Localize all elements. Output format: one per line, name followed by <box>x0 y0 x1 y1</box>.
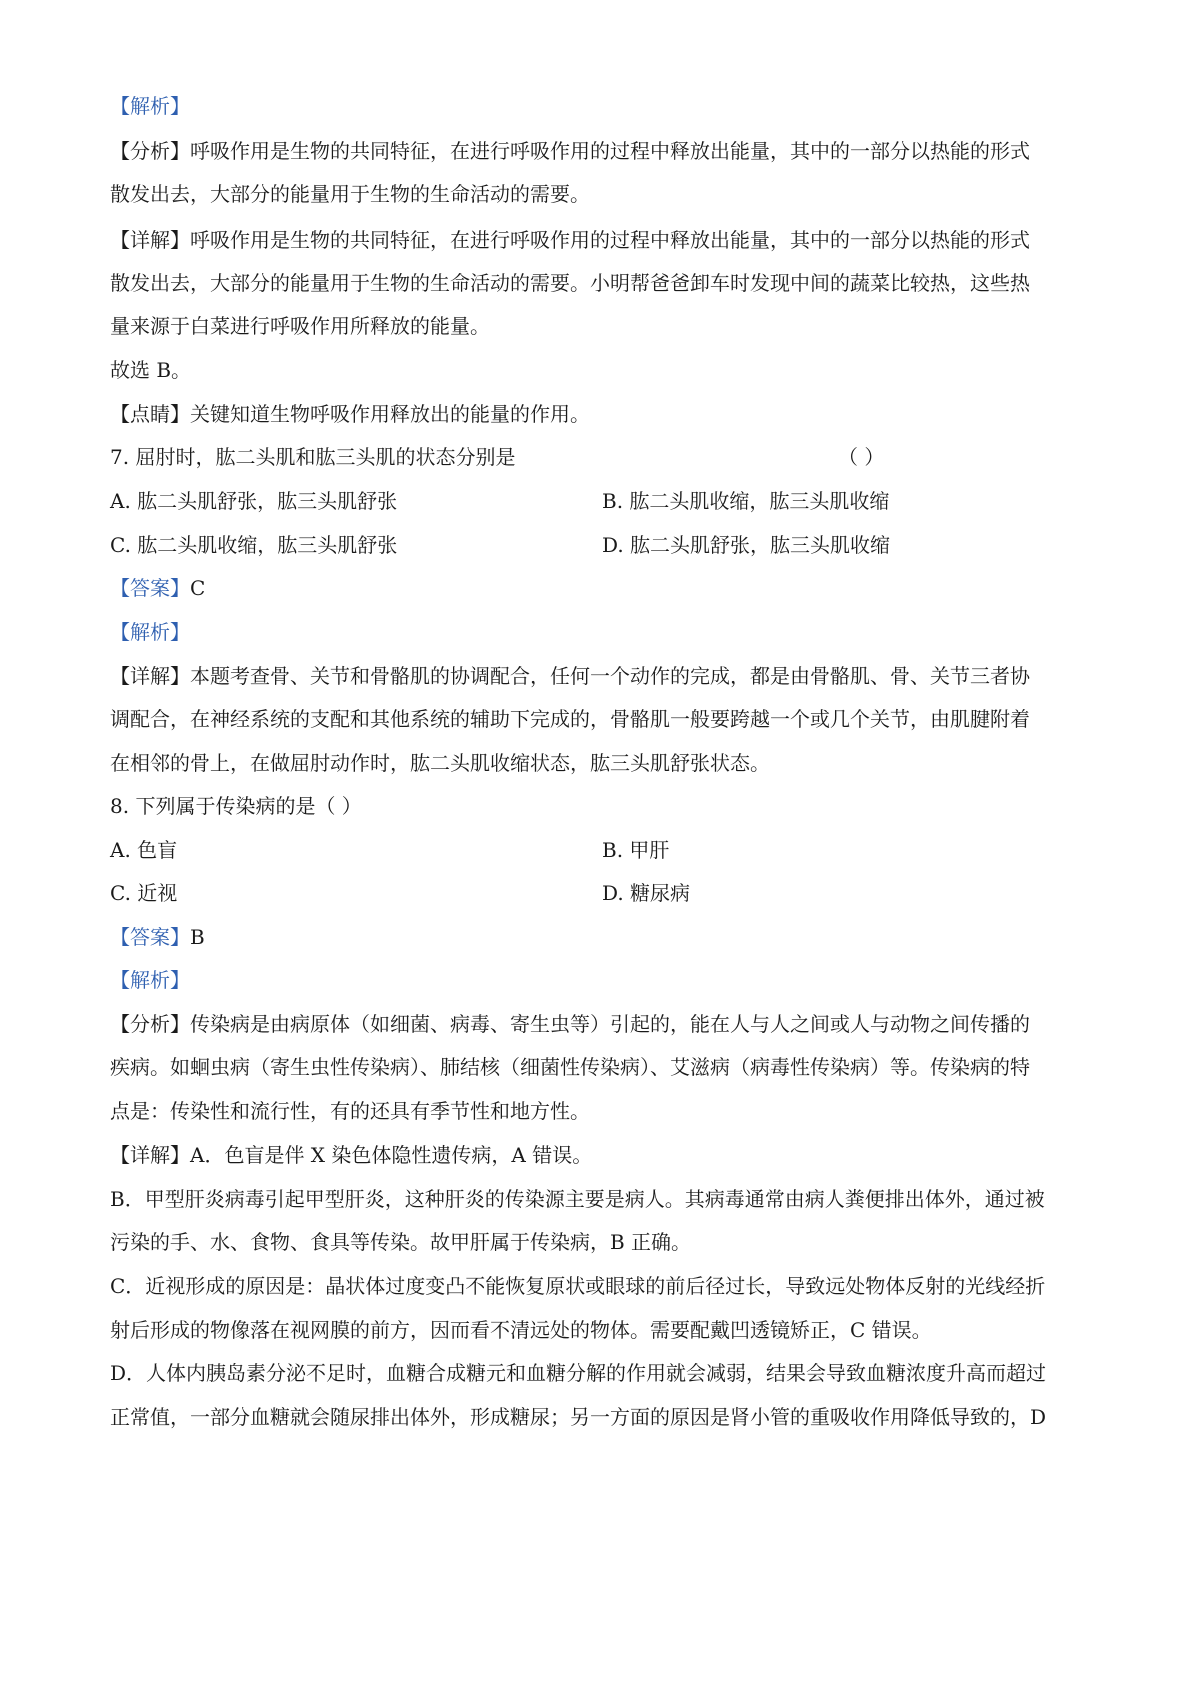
q7-xiangjie-line-1: 【详解】本题考查骨、关节和骨骼肌的协调配合，任何一个动作的完成，都是由骨骼肌、骨、关节三者协 <box>110 664 1030 688</box>
q7-stem: 7. 屈肘时，肱二头肌和肱三头肌的状态分别是 <box>110 445 516 469</box>
q8-option-d-explain-1: D．人体内胰岛素分泌不足时，血糖合成糖元和血糖分解的作用就会减弱，结果会导致血糖浓度升高而超过 <box>110 1361 1047 1385</box>
q8-xiangjie-a: 【详解】A．色盲是伴 X 染色体隐性遗传病，A 错误。 <box>110 1143 593 1167</box>
q7-jiexi-heading: 【解析】 <box>110 620 190 644</box>
q8-option-c-explain-1: C．近视形成的原因是：晶状体过度变凸不能恢复原状或眼球的前后径过长，导致远处物体反射的光线经折 <box>110 1274 1046 1298</box>
q8-option-b: B. 甲肝 <box>602 838 670 862</box>
q8-option-d-explain-2: 正常值，一部分血糖就会随尿排出体外，形成糖尿；另一方面的原因是肾小管的重吸收作用降低导致的，D <box>110 1405 1047 1429</box>
q6-conclusion: 故选 B。 <box>110 358 192 382</box>
q8-fenxi-line-2: 疾病。如蛔虫病（寄生虫性传染病）、肺结核（细菌性传染病）、艾滋病（病毒性传染病）等。传染病的特 <box>110 1055 1030 1079</box>
q8-answer-label: 【答案】 <box>110 925 190 949</box>
q6-dianjing: 【点睛】关键知道生物呼吸作用释放出的能量的作用。 <box>110 402 590 426</box>
q8-answer <box>110 923 1100 951</box>
q7-xiangjie-line-3: 在相邻的骨上，在做屈肘动作时，肱二头肌收缩状态，肱三头肌舒张状态。 <box>110 751 770 775</box>
q6-fenxi-line-2: 散发出去，大部分的能量用于生物的生命活动的需要。 <box>110 182 590 206</box>
q7-answer-label: 【答案】 <box>110 576 190 600</box>
q7-xiangjie-line-2: 调配合，在神经系统的支配和其他系统的辅助下完成的，骨骼肌一般要跨越一个或几个关节，由肌腱附着 <box>110 707 1030 731</box>
q8-option-a: A. 色盲 <box>110 838 178 862</box>
q8-fenxi-line-3: 点是：传染性和流行性，有的还具有季节性和地方性。 <box>110 1099 590 1123</box>
q6-xiangjie-line-2: 散发出去，大部分的能量用于生物的生命活动的需要。小明帮爸爸卸车时发现中间的蔬菜比较热，这些热 <box>110 271 1030 295</box>
q6-fenxi-line-1: 【分析】呼吸作用是生物的共同特征，在进行呼吸作用的过程中释放出能量，其中的一部分以热能的形式 <box>110 139 1030 163</box>
q6-xiangjie-line-1: 【详解】呼吸作用是生物的共同特征，在进行呼吸作用的过程中释放出能量，其中的一部分以热能的形式 <box>110 228 1030 252</box>
q6-xiangjie-line-3: 量来源于白菜进行呼吸作用所释放的能量。 <box>110 314 490 338</box>
q7-answer-value: C <box>190 576 206 600</box>
q8-option-c: C. 近视 <box>110 881 178 905</box>
q7-option-a: A. 肱二头肌舒张，肱三头肌舒张 <box>110 489 398 513</box>
q8-option-b-explain-2: 污染的手、水、食物、食具等传染。故甲肝属于传染病，B 正确。 <box>110 1230 692 1254</box>
q8-option-d: D. 糖尿病 <box>602 881 691 905</box>
q7-option-c: C. 肱二头肌收缩，肱三头肌舒张 <box>110 533 398 557</box>
q7-option-b: B. 肱二头肌收缩，肱三头肌收缩 <box>602 489 890 513</box>
q7-answer-paren: （ ） <box>838 445 885 469</box>
q8-stem: 8. 下列属于传染病的是（ ） <box>110 794 362 818</box>
q7-answer <box>110 574 1100 602</box>
q8-jiexi-heading: 【解析】 <box>110 968 190 992</box>
q8-answer-value: B <box>190 925 205 949</box>
q7-option-d: D. 肱二头肌舒张，肱三头肌收缩 <box>602 533 891 557</box>
q8-fenxi-line-1: 【分析】传染病是由病原体（如细菌、病毒、寄生虫等）引起的，能在人与人之间或人与动物之间传播的 <box>110 1012 1030 1036</box>
q6-jiexi-heading: 【解析】 <box>110 94 190 118</box>
q8-option-b-explain-1: B．甲型肝炎病毒引起甲型肝炎，这种肝炎的传染源主要是病人。其病毒通常由病人粪便排出体外，通过被 <box>110 1187 1045 1211</box>
q8-option-c-explain-2: 射后形成的物像落在视网膜的前方，因而看不清远处的物体。需要配戴凹透镜矫正，C 错误。 <box>110 1318 932 1342</box>
